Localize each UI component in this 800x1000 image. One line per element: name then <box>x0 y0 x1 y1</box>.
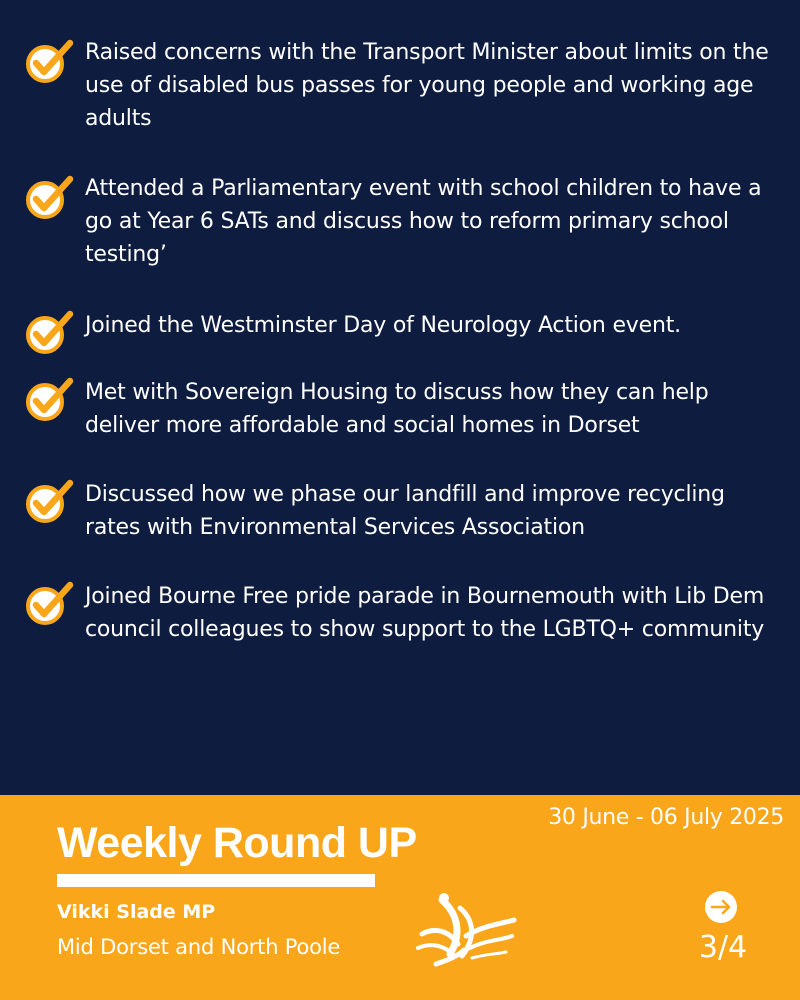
checkmark-circle-icon <box>24 376 76 424</box>
date-range: 30 June - 06 July 2025 <box>548 805 784 830</box>
checkmark-circle-icon <box>24 580 76 628</box>
constituency: Mid Dorset and North Poole <box>57 935 341 959</box>
item-text: Met with Sovereign Housing to discuss how they can help deliver more affordable and social homes in Dorset <box>85 380 709 438</box>
lib-dem-bird-logo-icon <box>414 890 518 970</box>
checkmark-circle-icon <box>24 478 76 526</box>
title-underline <box>57 874 375 887</box>
checkmark-circle-icon <box>24 174 76 222</box>
checkmark-circle-icon <box>24 38 76 86</box>
item-text: Discussed how we phase our landfill and improve recycling rates with Environmental Services Association <box>85 482 725 540</box>
mp-name: Vikki Slade MP <box>57 901 216 923</box>
arrow-right-circle-icon[interactable] <box>704 890 738 924</box>
item-text: Attended a Parliamentary event with school children to have a go at Year 6 SATs and discuss how to reform primary school testing’ <box>85 176 762 267</box>
item-text: Joined Bourne Free pride parade in Bournemouth with Lib Dem council colleagues to show support to the LGBTQ+ community <box>85 584 765 642</box>
item-text: Joined the Westminster Day of Neurology Action event. <box>85 313 681 338</box>
page-title: Weekly Round UP <box>57 819 417 867</box>
item-text: Raised concerns with the Transport Minister about limits on the use of disabled bus passes for young people and working age adults <box>85 40 769 131</box>
checkmark-circle-icon <box>24 309 76 357</box>
page-indicator: 3/4 <box>698 930 748 965</box>
